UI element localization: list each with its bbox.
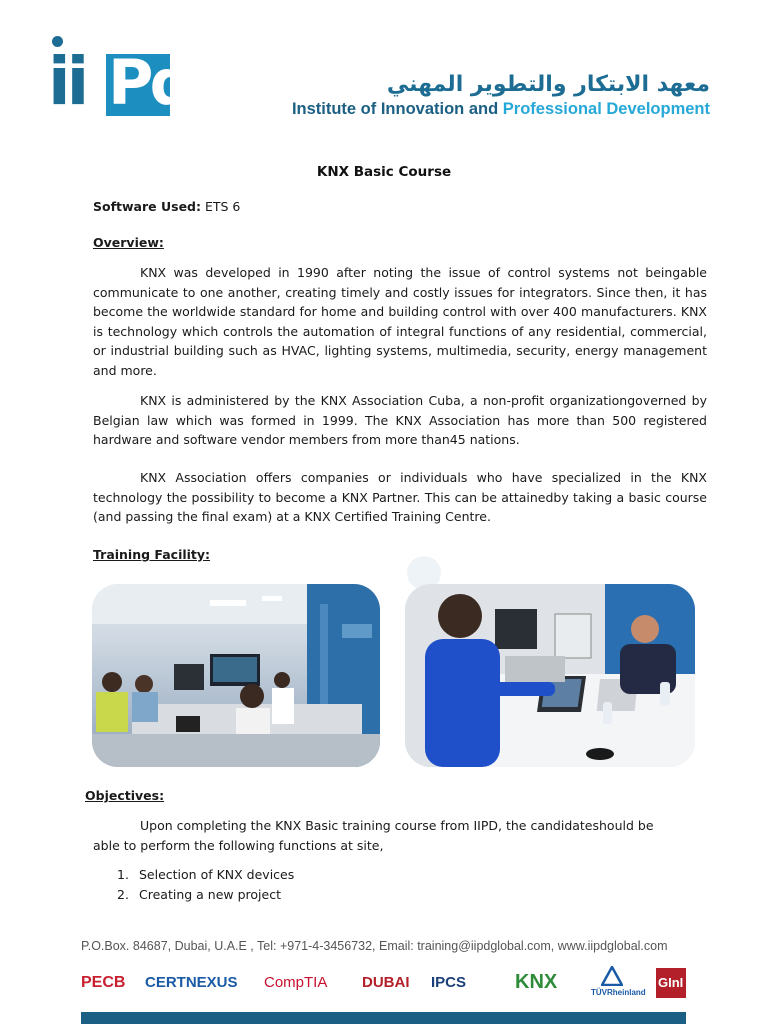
software-used [93, 199, 240, 214]
training-room-illustration [92, 584, 380, 767]
overview-paragraph-2: KNX is administered by the KNX Association Cuba, a non-profit organizationgoverned by Belgian law which was formed in 1999. The KNX Association has more than 500 registered hardware and software vendor members from more than45 nations. [93, 393, 707, 448]
partner-logo-certnexus: CERTNEXUS [145, 974, 238, 991]
logo-mark: ii [48, 43, 86, 120]
institute-name-part1: Institute of Innovation and [291, 100, 503, 118]
list-item: 1. Selection of KNX devices [117, 867, 295, 882]
objectives-list [117, 865, 294, 905]
logo-box: Pd [108, 46, 190, 119]
overview-paragraph-1: KNX was developed in 1990 after noting the issue of control systems not beingable communicate to one another, creating timely and costly issues for integrators. Since then, it has become the worldwide standard for home and building control with over 400 manufacturers. KNX is technology which controls the automation of integral functions of any residential, commercial, or industrial building such as HVAC, lighting systems, multimedia, security, energy management and more. [93, 265, 707, 378]
partner-logo-ipcs: IPCS [431, 974, 467, 991]
training-room-photo [92, 584, 380, 767]
iipd-logo [48, 36, 190, 120]
partner-logo-gini: GInI [656, 968, 686, 998]
footer-contact: P.O.Box. 84687, Dubai, U.A.E , Tel: +971-4-3456732, Email: training@iipdglobal.com, www.iipdglobal.com [81, 939, 668, 953]
software-value: ETS 6 [204, 199, 241, 214]
arabic-institute-name: معهد الابتكار والتطوير المهني [386, 72, 710, 97]
objectives-heading: Objectives: [85, 788, 165, 803]
institute-name-part2: Professional Development [502, 100, 710, 118]
tuv-triangle-icon [601, 966, 623, 986]
document-title: KNX Basic Course [316, 164, 452, 180]
institute-name [292, 100, 710, 119]
partner-logo-pecb: PECB [81, 974, 126, 991]
objectives-intro: Upon completing the KNX Basic training course from IIPD, the candidateshould be able to perform the following functions at site, [93, 818, 654, 853]
software-label: Software Used: [93, 199, 201, 214]
partner-logo-tuv: TÜVRheinland [591, 988, 646, 997]
list-item: 2. Creating a new project [117, 887, 281, 902]
instructor-illustration [405, 584, 695, 767]
footer-bar [81, 1012, 686, 1024]
overview-paragraph-3: KNX Association offers companies or individuals who have specialized in the KNX technology the possibility to become a KNX Partner. This can be attainedby taking a basic course (and passing the final exam) at a KNX Certified Training Centre. [93, 470, 707, 525]
partner-logos [81, 966, 686, 1002]
training-facility-heading: Training Facility: [93, 547, 211, 562]
overview-heading: Overview: [93, 235, 164, 250]
partner-logo-knx: KNX [515, 971, 558, 993]
partner-logo-dubai: DUBAI [362, 974, 410, 991]
instructor-photo [405, 584, 695, 767]
partner-logo-comptia: CompTIA [264, 974, 328, 991]
